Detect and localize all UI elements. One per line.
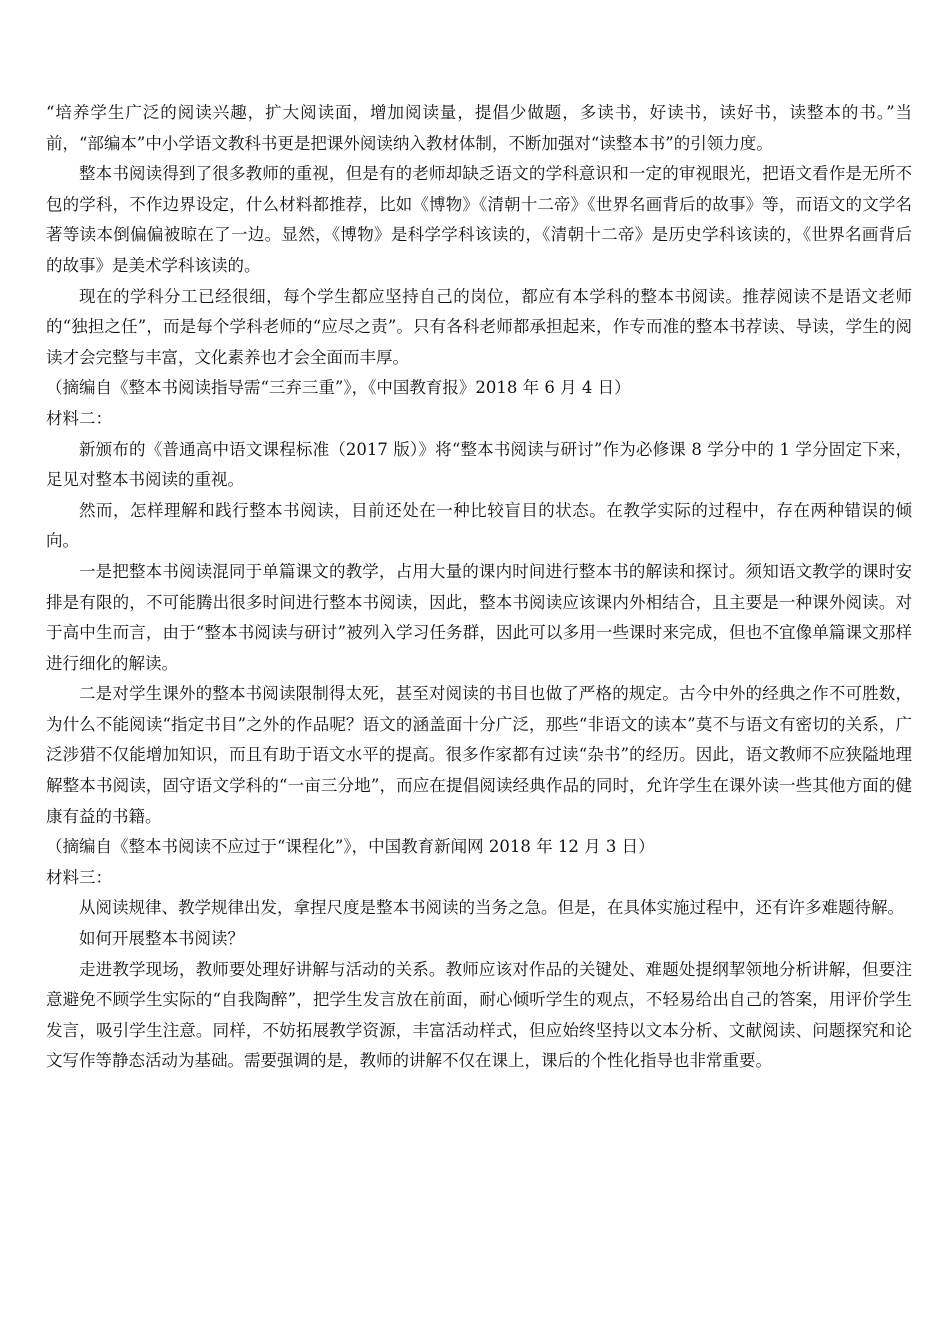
document-page xyxy=(46,98,912,1077)
paragraph-tendency-two: 二是对学生课外的整本书阅读限制得太死，甚至对阅读的书目也做了严格的规定。古今中外的经典之作不可胜数，为什么不能阅读“指定书目”之外的作品呢？语文的涵盖面十分广泛，那些“非语文的读本”莫不与语文有密切的关系，广泛涉猎不仅能增加知识，而且有助于语文水平的提高。很多作家都有过读“杂书”的经历。因此，语文教师不应狭隘地理解整本书阅读，固守语文学科的“一亩三分地”，而应在提倡阅读经典作品的同时，允许学生在课外读一些其他方面的健康有益的书籍。 xyxy=(46,684,912,826)
heading-material-three: 材料三： xyxy=(46,867,112,887)
citation-material-two: （摘编自《整本书阅读不应过于“课程化”》，中国教育新闻网 2018 年 12 月 3 日） xyxy=(46,837,655,857)
paragraph-question: 如何开展整本书阅读？ xyxy=(79,929,244,949)
heading-material-two: 材料二： xyxy=(46,408,112,428)
citation-material-one: （摘编自《整本书阅读指导需“三弃三重”》，《中国教育报》2018 年 6 月 4 日） xyxy=(46,378,631,398)
paragraph-intro-quote: “培养学生广泛的阅读兴趣，扩大阅读面，增加阅读量，提倡少做题，多读书，好读书，读好书，读整本的书。”当前，“部编本”中小学语文教科书更是把课外阅读纳入教材体制，不断加强对“读整本书”的引领力度。 xyxy=(46,103,912,153)
paragraph-two-tendencies: 然而，怎样理解和践行整本书阅读，目前还处在一种比较盲目的状态。在教学实际的过程中，存在两种错误的倾向。 xyxy=(46,500,912,551)
paragraph-subject-awareness: 整本书阅读得到了很多教师的重视，但是有的老师却缺乏语文的学科意识和一定的审视眼光，把语文看作是无所不包的学科，不作边界设定，什么材料都推荐，比如《博物》《清朝十二帝》《世界名画背后的故事》等，而语文的文学名著等读本倒偏偏被晾在了一边。显然，《博物》是科学学科该读的，《清朝十二帝》是历史学科该读的，《世界名画背后的故事》是美术学科该读的。 xyxy=(46,164,912,275)
paragraph-tendency-one: 一是把整本书阅读混同于单篇课文的教学，占用大量的课内时间进行整本书的解读和探讨。须知语文教学的课时安排是有限的，不可能腾出很多时间进行整本书阅读，因此，整本书阅读应该课内外相结合，且主要是一种课外阅读。对于高中生而言，由于“整本书阅读与研讨”被列入学习任务群，因此可以多用一些课时来完成，但也不宜像单篇课文那样进行细化的解读。 xyxy=(46,561,912,673)
paragraph-teaching-practice: 走进教学现场，教师要处理好讲解与活动的关系。教师应该对作品的关键处、难题处提纲挈领地分析讲解，但要注意避免不顾学生实际的“自我陶醉”，把学生发言放在前面，耐心倾听学生的观点，不轻易给出自己的答案，用评价学生发言，吸引学生注意。同样，不妨拓展教学资源，丰富活动样式，但应始终坚持以文本分析、文献阅读、问题探究和论文写作等静态活动为基础。需要强调的是，教师的讲解不仅在课上，课后的个性化指导也非常重要。 xyxy=(46,959,912,1071)
paragraph-curriculum-standard: 新颁布的《普通高中语文课程标准（2017 版）》将“整本书阅读与研讨”作为必修课 8 学分中的 1 学分固定下来，足见对整本书阅读的重视。 xyxy=(46,439,912,490)
paragraph-subject-division: 现在的学科分工已经很细，每个学生都应坚持自己的岗位，都应有本学科的整本书阅读。推荐阅读不是语文老师的“独担之任”，而是每个学科老师的“应尽之责”。只有各科老师都承担起来，作专而准的整本书荐读、导读，学生的阅读才会完整与丰富，文化素养也才会全面而丰厚。 xyxy=(46,286,912,367)
paragraph-reading-laws: 从阅读规律、教学规律出发，拿捏尺度是整本书阅读的当务之急。但是，在具体实施过程中，还有许多难题待解。 xyxy=(79,898,904,918)
